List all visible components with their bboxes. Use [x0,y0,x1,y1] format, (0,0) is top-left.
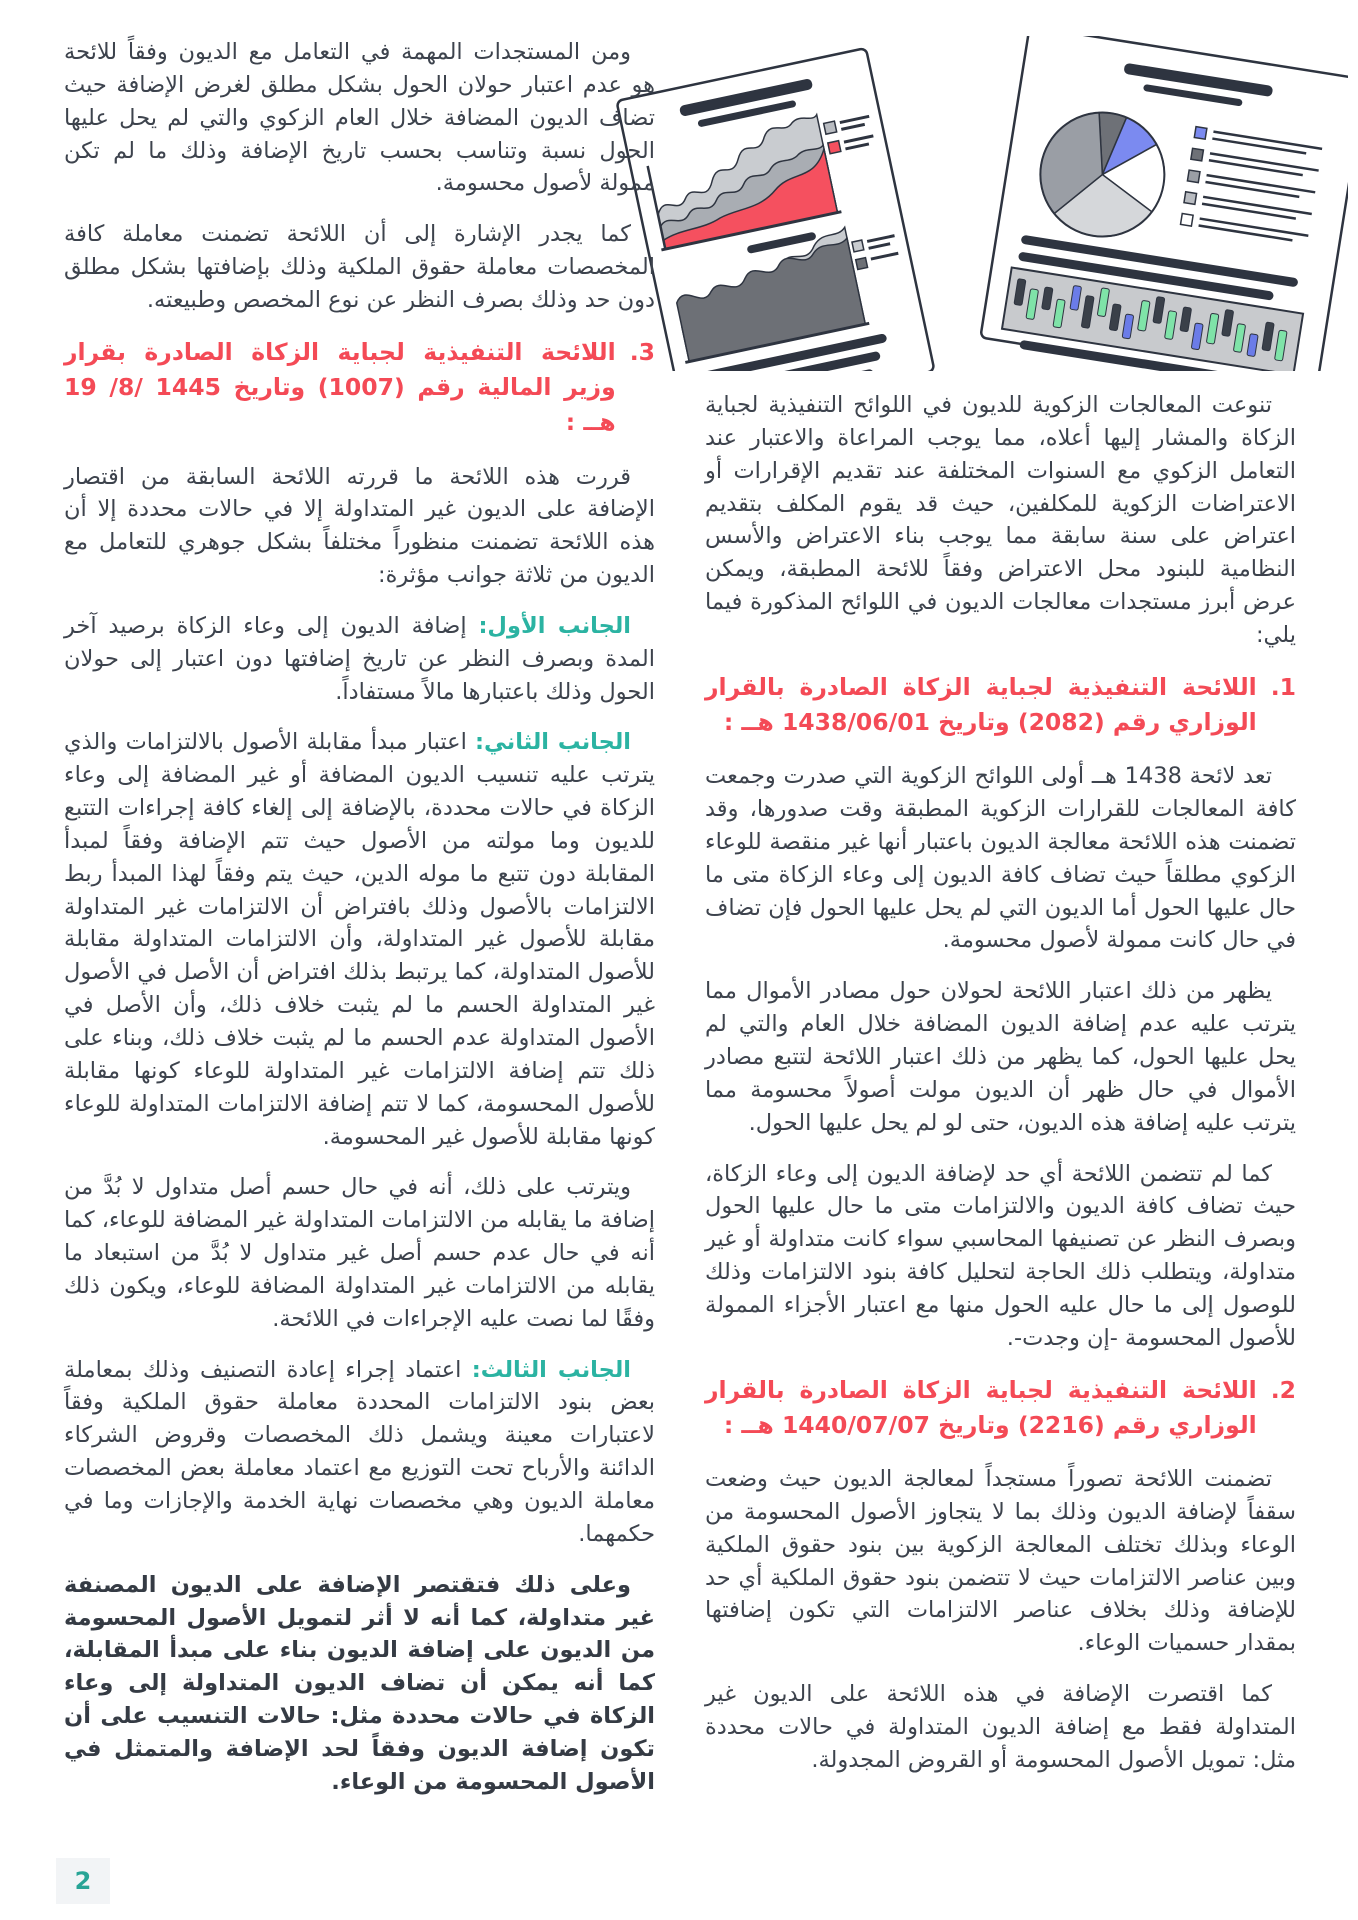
section-heading-1-number: 1. [1270,672,1296,701]
paragraph: كما لم تتضمن اللائحة أي حد لإضافة الديون إلى وعاء الزكاة، حيث تضاف كافة الديون والالتزامات متى ما حال عليها الحول وبصرف النظر عن تصنيفها المحاسبي سواء كانت متداولة أو غير متداولة، ويتطلب ذلك الحاجة لتحليل كافة بنود الالتزامات وذلك للوصول إلى ما حال عليه الحول منها مع اعتبار الأجزاء الممولة للأصول المحسومة -إن وجدت-. [705,1160,1296,1351]
aspect-second-label: الجانب الثاني: [475,729,631,756]
paragraph: قررت هذه اللائحة ما قررته اللائحة السابقة من اقتصار الإضافة على الديون غير المتداولة إلا في حالات محددة إلا أن هذه اللائحة تضمنت منظوراً مختلفاً بشكل جوهري للتعامل مع الديون من ثلاثة جوانب مؤثرة: [64,463,655,589]
section-heading-3-number: 3. [629,337,655,366]
paragraph: كما يجدر الإشارة إلى أن اللائحة تضمنت معاملة كافة المخصصات معاملة حقوق الملكية وذلك بإضافتها بشكل مطلق دون حد وذلك بصرف النظر عن نوع المخصص وطبيعته. [64,221,655,313]
section-heading-2-text: اللائحة التنفيذية لجباية الزكاة الصادرة بالقرار الوزاري رقم (2216) وتاريخ 1440/07/07 هــ : [705,1375,1257,1439]
aspect-first-label: الجانب الأول: [478,612,631,639]
section-heading-1 [705,670,1296,741]
paragraph: تعد لائحة 1438 هــ أولى اللوائح الزكوية التي صدرت وجمعت كافة المعالجات للقرارات الزكوية المطبقة وقت صدورها، وقد تضمنت هذه اللائحة معالجة الديون باعتبار أنها غير منقصة للوعاء الزكوي مطلقاً حيث تضاف كافة الديون إلى وعاء الزكاة متى ما حال عليها الحول أما الديون التي لم يحل عليها الحول فإن تضاف في حال كانت ممولة لأصول محسومة. [705,763,1296,954]
section-heading-1-text: اللائحة التنفيذية لجباية الزكاة الصادرة بالقرار الوزاري رقم (2082) وتاريخ 1438/06/01 هــ : [705,672,1257,736]
aspect-third-text: اعتماد إجراء إعادة التصنيف وذلك بمعاملة بعض بنود الالتزامات المحددة معاملة حقوق الملكية وفقاً لاعتبارات معينة ويشمل ذلك المخصصات وقروض الشركاء الدائنة والأرباح تحت التوزيع مع اعتماد معاملة بعض المخصصات معاملة الديون وهي مخصصات نهاية الخدمة والإجازات وما في حكمهما. [64,1356,655,1547]
bold-summary-paragraph: وعلى ذلك فتقتصر الإضافة على الديون المصنفة غير متداولة، كما أنه لا أثر لتمويل الأصول المحسومة من الديون على إضافة الديون بناء على مبدأ المقابلة، كما أنه يمكن أن تضاف الديون المتداولة إلى وعاء الزكاة في حالات محددة مثل: حالات التنسيب على أن تكون إضافة الديون وفقاً لحد الإضافة والمتمثل في الأصول المحسومة من الوعاء. [64,1571,655,1795]
section-heading-3 [64,335,655,441]
section-heading-2 [705,1373,1296,1444]
aspect-second-text: اعتبار مبدأ مقابلة الأصول بالالتزامات والذي يترتب عليه تنسيب الديون المضافة أو غير المضافة إلى وعاء الزكاة في حالات محددة، بالإضافة إلى إلغاء كافة إجراءات التتبع للديون وما مولته من الأصول حيث تتم الإضافة وفقاً لمبدأ المقابلة دون تتبع ما موله الدين، حيث يتم وفقاً لهذا المبدأ ربط الالتزامات بالأصول وذلك بافتراض أن الالتزامات غير المتداولة مقابلة للأصول غير المتداولة، وأن الالتزامات المتداولة مقابلة للأصول المتداولة، كما يرتبط بذلك افتراض أن الأصل في الأصول غير المتداولة الحسم ما لم يثبت خلاف ذلك، وأن الأصل في الأصول المتداولة عدم الحسم ما لم يثبت خلاف ذلك، وبناء على ذلك تتم إضافة الالتزامات غير المتداولة للوعاء كونها مقابلة للأصول المحسومة، كما لا تتم إضافة الالتزامات المتداولة للوعاء كونها مقابلة للأصول غير المحسومة. [64,729,655,1150]
paragraph: ومن المستجدات المهمة في التعامل مع الديون وفقاً للائحة هو عدم اعتبار حولان الحول بشكل مطلق لغرض الإضافة حيث تضاف الديون المضافة خلال العام الزكوي والتي لم يحل عليها الحول نسبة وتناسب بحسب تاريخ الإضافة وذلك ما لم تكن ممولة لأصول محسومة. [64,39,655,197]
paragraph: ويترتب على ذلك، أنه في حال حسم أصل متداول لا بُدَّ من إضافة ما يقابله من الالتزامات المتداولة غير المضافة للوعاء، كما أنه في حال عدم حسم أصل غير متداول لا بُدَّ من استبعاد ما يقابله من الالتزامات غير المتداولة المضافة للوعاء، ويكون ذلك وفقًا لما نصت عليه الإجراءات في اللائحة. [64,1174,655,1332]
report-document-icon-left [616,48,934,371]
aspect-second-paragraph [64,726,655,1153]
intro-paragraph: تنوعت المعالجات الزكوية للديون في اللوائح التنفيذية لجباية الزكاة والمشار إليها أعلاه، مما يوجب المراعاة والاعتبار عند التعامل الزكوي مع السنوات المختلفة عند تقديم الإقرارات أو الاعتراضات الزكوية للمكلفين، حيث قد يقوم المكلف بتقديم اعتراض على سنة سابقة مما يوجب بناء الاعتراض والأسس النظامية للبنود محل الاعتراض وفقاً للائحة المطبقة، ويمكن عرض أبرز مستجدات معالجات الديون في اللوائح المذكورة فيما يلي: [705,392,1296,648]
report-document-icon-right [980,36,1348,371]
left-column [64,36,655,1817]
aspect-third-label: الجانب الثالث: [471,1356,631,1383]
paragraph: يظهر من ذلك اعتبار اللائحة لحولان حول مصادر الأموال مما يترتب عليه عدم إضافة الديون المضافة خلال العام والتي لم يحل عليها الحول، كما يظهر من ذلك اعتبار اللائحة لتتبع مصادر الأموال في حال ظهر أن الديون مولت أصولاً محسومة مما يترتب عليه إضافة هذه الديون، حتى لو لم يحل عليها الحول. [705,978,1296,1136]
section-heading-3-text: اللائحة التنفيذية لجباية الزكاة الصادرة بقرار وزير المالية رقم (1007) وتاريخ ‎19 /8/ 1445‎ هــ : [64,337,616,437]
paragraph: كما اقتصرت الإضافة في هذه اللائحة على الديون غير المتداولة فقط مع إضافة الديون المتداولة في حالات محددة مثل: تمويل الأصول المحسومة أو القروض المجدولة. [705,1681,1296,1773]
paragraph: تضمنت اللائحة تصوراً مستجداً لمعالجة الديون حيث وضعت سقفاً لإضافة الديون وذلك بما لا يتجاوز الأصول المحسومة من الوعاء وبذلك تختلف المعالجة الزكوية بين بنود حقوق الملكية وبين عناصر الالتزامات حيث لا تتضمن بنود حقوق الملكية أي حد للإضافة وذلك بخلاف عناصر الالتزامات التي تكون إضافتها بمقدار حسميات الوعاء. [705,1466,1296,1657]
right-column [705,36,1296,1795]
aspect-first-paragraph [64,610,655,709]
page-number-badge [56,1858,110,1904]
section-heading-2-number: 2. [1270,1375,1296,1404]
aspect-third-paragraph [64,1354,655,1551]
page-number: 2 [74,1867,92,1895]
aspect-first-text: إضافة الديون إلى وعاء الزكاة برصيد آخر المدة وبصرف النظر عن تاريخ إضافتها دون اعتبار إلى حولان الحول وذلك باعتبارها مالاً مستفاداً. [64,612,655,705]
documents-with-charts-illustration [573,36,1348,371]
